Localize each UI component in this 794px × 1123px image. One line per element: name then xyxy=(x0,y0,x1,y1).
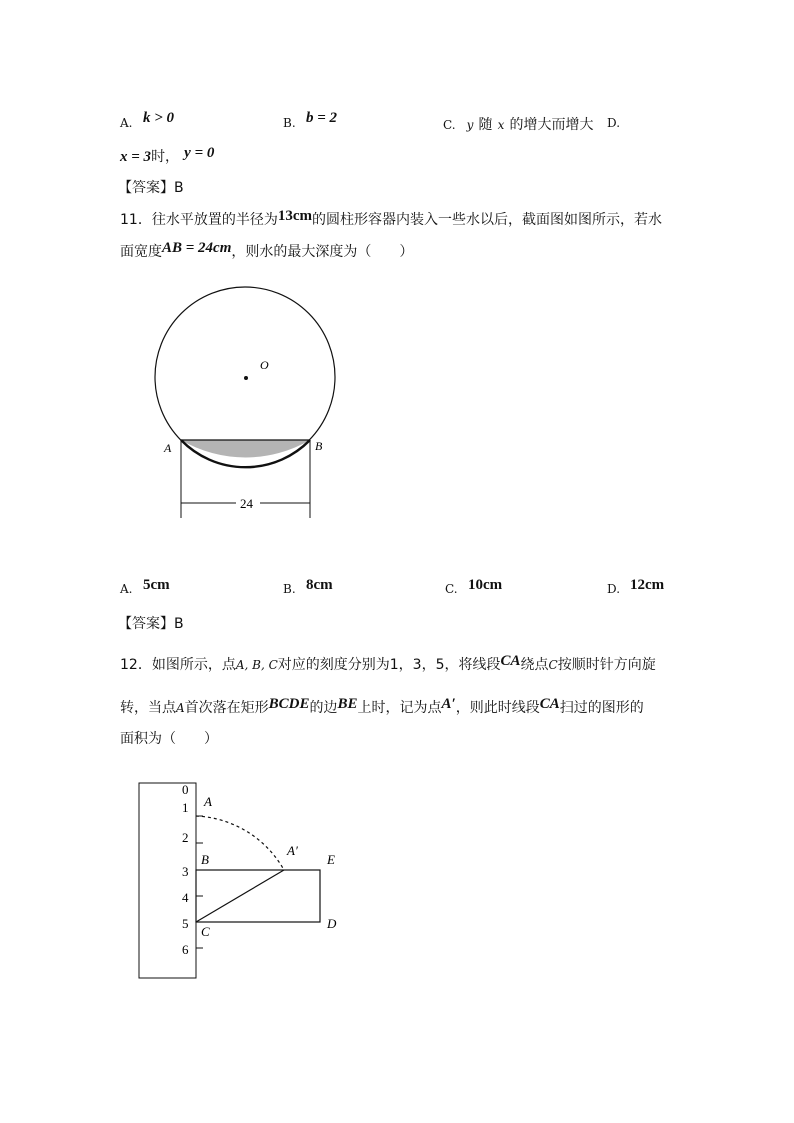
rotation-arc-dashed xyxy=(196,816,284,870)
ruler-tick-label: 1 xyxy=(182,800,189,815)
q12-line2-end: 扫过的图形的 xyxy=(559,700,644,716)
label-point-a: A xyxy=(204,794,212,809)
q11-line2-prefix: 面宽度 xyxy=(120,244,162,260)
label-point-b: B xyxy=(201,852,209,867)
q11-line1-prefix: 11．往水平放置的半径为 xyxy=(120,212,278,228)
q12-line1-points: A, B, C xyxy=(235,658,278,672)
label-center-o: O xyxy=(260,358,269,372)
q12-line2-mid: 首次落在矩形 xyxy=(184,700,269,716)
q11-line1-suffix: 的圆柱形容器内装入一些水以后，截面图如图所示，若水 xyxy=(311,212,662,228)
q12-seg2: CA xyxy=(539,696,560,712)
q12-aprime: A′ xyxy=(441,696,456,712)
q10-option-c-text2: 的增大而增大 xyxy=(509,117,594,133)
q10-option-c-label: C. xyxy=(443,118,456,132)
ruler-tick-label: 5 xyxy=(182,916,189,931)
q12-point-a: A xyxy=(176,701,185,715)
label-point-d: D xyxy=(327,916,337,931)
q10-option-c-text1: 随 xyxy=(478,117,493,133)
q12-seg1: CA xyxy=(500,653,521,669)
q11-line2-suffix: ，则水的最大深度为（ ） xyxy=(231,244,414,260)
label-point-a-prime: A′ xyxy=(287,843,298,858)
q12-line2-mid4: ，则此时线段 xyxy=(455,700,540,716)
q12-line3: 面积为（ ） xyxy=(120,731,218,747)
q12-line2-prefix: 转，当点 xyxy=(120,700,176,716)
ruler-tick-label: 6 xyxy=(182,942,189,957)
q10-option-d-math2: y = 0 xyxy=(184,145,215,161)
q12-line2-mid2: 的边 xyxy=(309,700,338,716)
q12-point-c: C xyxy=(548,658,558,672)
q11-option-a-value: 5cm xyxy=(143,577,170,593)
q10-option-d-math1: x = 3 xyxy=(120,149,152,165)
q10-option-d-label: D. xyxy=(607,116,621,130)
q11-option-d-label: D. xyxy=(607,582,621,596)
q10-option-c-y: y xyxy=(466,118,474,132)
q12-line1-suffix: 绕点 xyxy=(520,657,549,673)
q11-width: AB = 24cm xyxy=(162,240,232,256)
q12-side: BE xyxy=(337,696,358,712)
ruler-tick-label: 4 xyxy=(182,890,189,905)
q11-radius: 13cm xyxy=(277,208,312,224)
q11-option-a-label: A. xyxy=(120,582,133,596)
q10-option-a-math: k > 0 xyxy=(143,110,175,126)
ruler-tick-label: 3 xyxy=(182,864,189,879)
rectangle-bcde xyxy=(196,870,320,922)
q10-option-d-text: 时， xyxy=(151,149,180,165)
q10-option-c-x: x xyxy=(497,118,505,132)
q11-option-d-value: 12cm xyxy=(630,577,665,593)
q11-option-c-label: C. xyxy=(445,582,458,596)
q12-line1-prefix: 12．如图所示，点 xyxy=(120,657,236,673)
q10-option-a-label: A. xyxy=(120,116,133,130)
q10-answer: 【答案】B xyxy=(118,180,184,196)
q12-rect: BCDE xyxy=(268,696,310,712)
q10-option-b-math: b = 2 xyxy=(306,110,338,126)
ruler-tick-label: 0 xyxy=(182,782,189,797)
q11-option-b-value: 8cm xyxy=(306,577,333,593)
label-point-c: C xyxy=(201,924,210,939)
q10-option-b-label: B. xyxy=(283,116,296,130)
ruler-tick-label: 2 xyxy=(182,830,189,845)
label-point-e: E xyxy=(327,852,335,867)
dimension-label: 24 xyxy=(240,496,253,511)
q12-line1-end: 按顺时针方向旋 xyxy=(557,657,656,673)
label-point-a: A xyxy=(164,441,172,455)
q12-line1-mid: 对应的刻度分别为1，3，5，将线段 xyxy=(277,657,501,673)
segment-ca-prime xyxy=(196,870,284,922)
q12-line2-mid3: 上时，记为点 xyxy=(357,700,442,716)
q11-option-b-label: B. xyxy=(283,582,296,596)
q11-option-c-value: 10cm xyxy=(468,577,503,593)
label-point-b: B xyxy=(315,439,323,453)
q11-answer: 【答案】B xyxy=(118,616,184,632)
